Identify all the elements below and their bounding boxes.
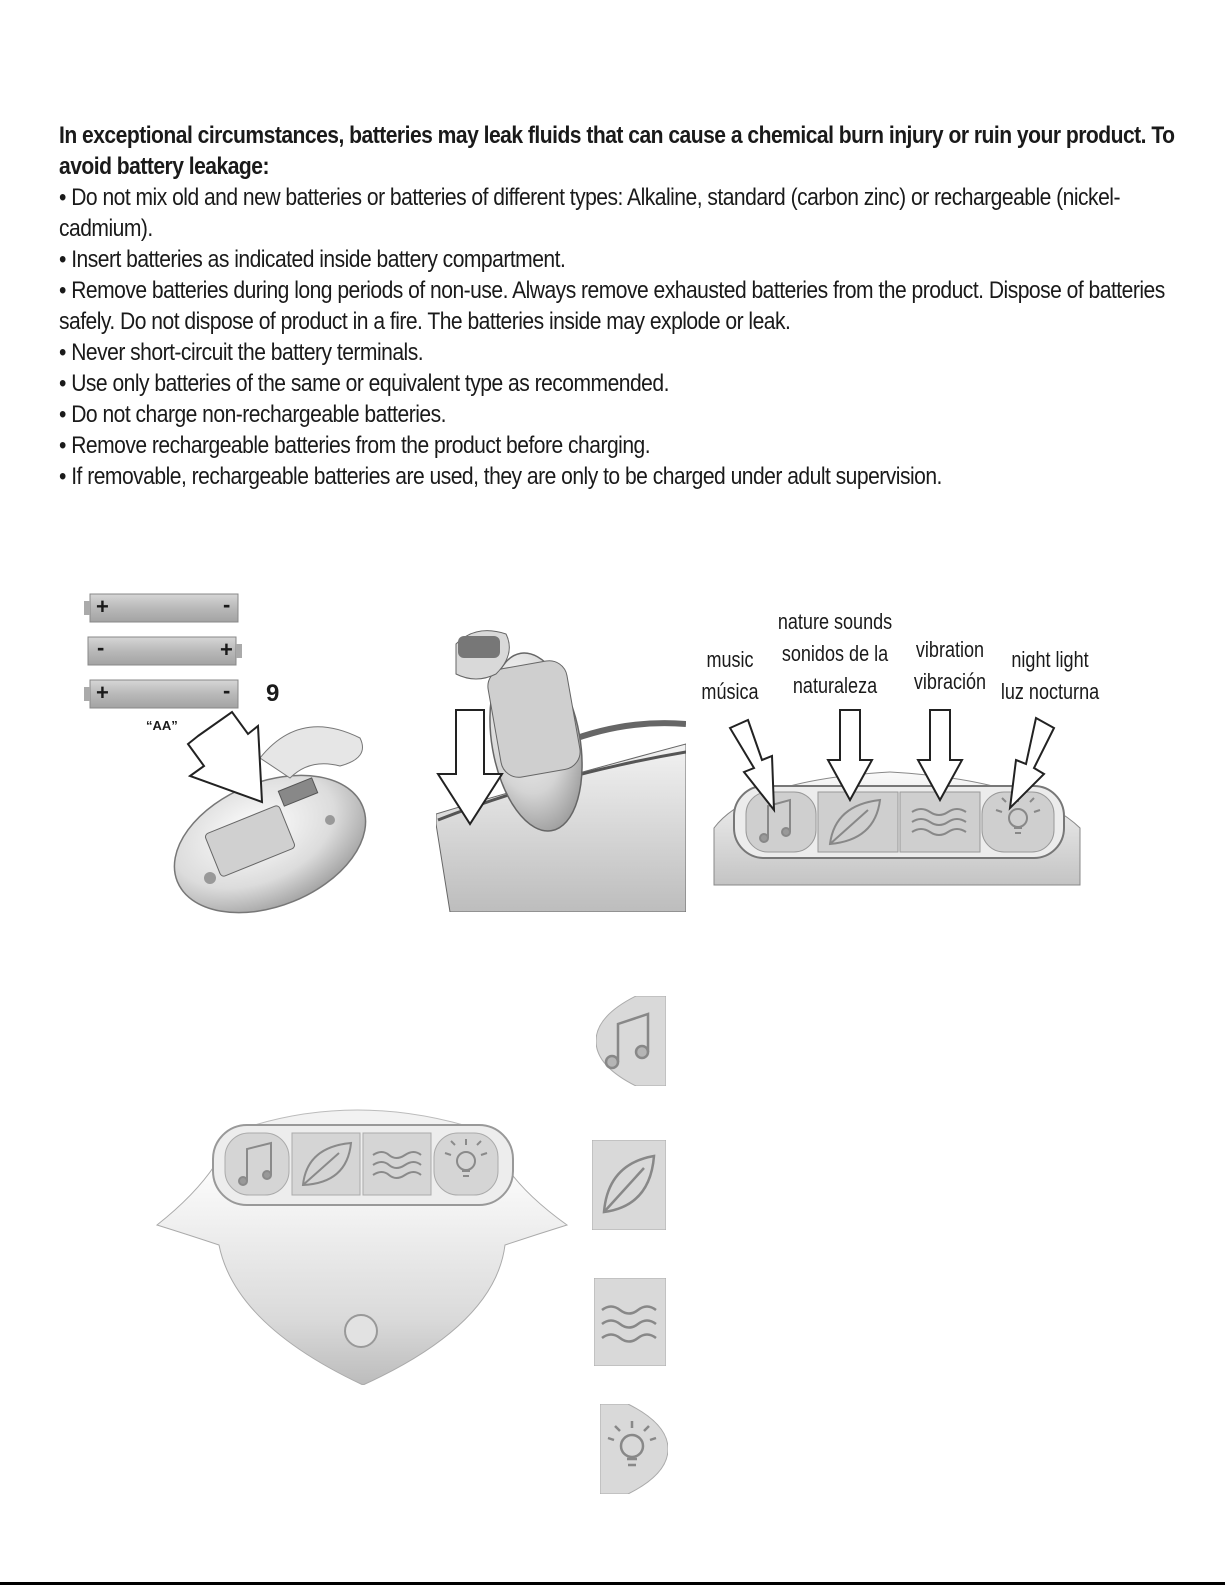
- vibration-label: vibration vibración: [913, 637, 987, 694]
- warning-bullet: • Remove rechargeable batteries from the product before charging.: [59, 432, 651, 459]
- insert-arrow-icon: [188, 712, 262, 802]
- control-panel-labeled-figure: [690, 600, 1110, 890]
- control-panel-figure: [155, 1085, 570, 1385]
- warning-lead: In exceptional circumstances, batteries may leak fluids that can cause a chemical burn injury or ruin your product. To avoid battery leakage:: [59, 122, 1175, 180]
- battery-polarity-minus: -: [97, 635, 105, 660]
- mount-on-tub-illustration: [436, 624, 686, 912]
- leaf-icon: [830, 800, 880, 844]
- warning-bullet: • Do not mix old and new batteries or batteries of different types: Alkaline, standard (carbon zinc) or rechargeable (nickel-cadmium).: [59, 184, 1120, 242]
- battery-polarity-plus: +: [96, 680, 109, 705]
- warning-bullet: • Never short-circuit the battery terminals.: [59, 339, 424, 366]
- night-light-label: night light luz nocturna: [1000, 647, 1100, 704]
- nature-arrow-icon: [828, 710, 872, 800]
- warning-bullet: • Insert batteries as indicated inside battery compartment.: [59, 246, 566, 273]
- vibration-arrow-icon: [918, 710, 962, 800]
- night-light-button-closeup: [600, 1404, 668, 1494]
- battery-polarity-plus: +: [220, 637, 233, 662]
- battery-compartment-device: [154, 727, 380, 918]
- music-arrow-icon: [730, 720, 774, 810]
- light-bulb-icon: [996, 796, 1040, 833]
- nature-button-closeup: [592, 1140, 666, 1230]
- music-label: music música: [701, 647, 759, 704]
- battery-polarity-minus: -: [223, 678, 231, 703]
- warning-bullet: • If removable, rechargeable batteries are used, they are only to be charged under adult supervision.: [59, 463, 942, 490]
- warning-bullet: • Do not charge non-rechargeable batteries.: [59, 401, 446, 428]
- battery-installation-figure: [80, 588, 380, 918]
- night-light-arrow-icon: [1010, 718, 1054, 808]
- waves-icon: [912, 809, 966, 835]
- battery-count: 9: [266, 680, 280, 707]
- mounting-figure: [436, 624, 686, 912]
- vibration-button-closeup: [594, 1278, 666, 1366]
- battery-type: “AA”: [146, 718, 178, 733]
- battery: [88, 637, 242, 665]
- nature-sounds-label: nature sounds sonidos de la naturaleza: [777, 609, 893, 698]
- warning-bullet: • Use only batteries of the same or equivalent type as recommended.: [59, 370, 669, 397]
- battery-polarity-minus: -: [223, 592, 231, 617]
- control-panel-illustration: [155, 1085, 570, 1385]
- warning-bullet: • Remove batteries during long periods of non-use. Always remove exhausted batteries from the product. Dispose of batteries safely. Do not dispose of product in a fire. The batteries inside may explode or leak.: [59, 277, 1165, 335]
- music-note-icon: [760, 800, 790, 842]
- music-button-closeup: [596, 996, 666, 1086]
- battery-warning: [59, 120, 1186, 492]
- battery-polarity-plus: +: [96, 594, 109, 619]
